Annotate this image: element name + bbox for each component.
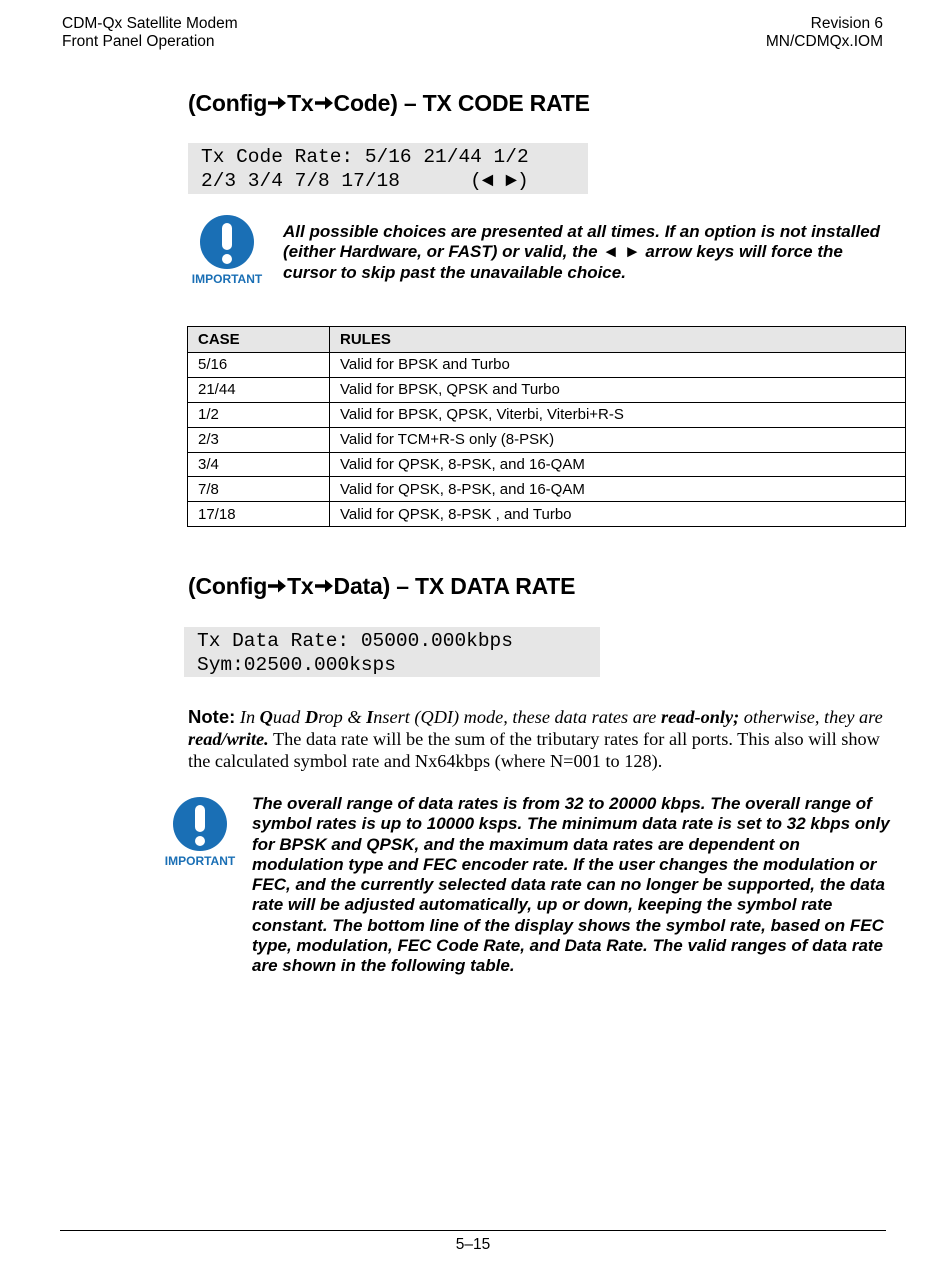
note-text: Q	[259, 707, 273, 727]
note-text: read-only;	[661, 707, 740, 727]
product-name: CDM-Qx Satellite Modem	[62, 15, 238, 32]
right-arrow-icon	[314, 578, 334, 594]
important-note-data-rate: The overall range of data rates is from 32 to 20000 kbps. The overall range of symbol rates is up to 10000 ksps. The minimum data rate is set to 32 kbps only for BPSK and QPSK, and the maximum data rates are dependent on modulation type and FEC encoder rate. If the user changes the modulation or FEC, and the currently selected data rate can no longer be supported, the data rate will be adjusted automatically, up or down, keeping the symbol rate constant. The bottom line of the display shows the symbol rate, based on FEC type, modulation, FEC Code Rate, and Data Rate. The valid ranges of data rate are shown in the following table.	[252, 794, 890, 976]
rule-cell: Valid for QPSK, 8-PSK , and Turbo	[330, 502, 906, 527]
table-row	[188, 452, 906, 477]
table-row	[188, 477, 906, 502]
revision-label: Revision 6	[810, 15, 883, 32]
title-part: Tx	[287, 90, 314, 116]
important-label: IMPORTANT	[191, 272, 263, 286]
case-cell: 2/3	[188, 427, 330, 452]
note-text: otherwise, they are	[739, 707, 883, 727]
right-arrow-icon	[314, 95, 334, 111]
important-icon	[163, 797, 239, 869]
note-text: D	[304, 707, 319, 727]
lcd-display-code-rate	[188, 143, 588, 194]
rule-cell: Valid for BPSK, QPSK and Turbo	[330, 377, 906, 402]
section-title-tx-data-rate	[188, 573, 575, 600]
page-number: 5–15	[455, 1236, 491, 1253]
table-row	[188, 353, 906, 378]
document-header-left	[62, 15, 238, 51]
rule-cell: Valid for BPSK, QPSK, Viterbi, Viterbi+R-S	[330, 402, 906, 427]
important-note-code-rate: All possible choices are presented at all times. If an option is not installed (either Hardware, or FAST) or valid, the ◄ ► arrow keys will force the cursor to skip past the unavailable choice.	[283, 222, 881, 282]
table-row	[188, 402, 906, 427]
lcd-line-1: Tx Data Rate: 05000.000kbps	[197, 630, 513, 652]
title-part: (Config	[188, 573, 268, 599]
lcd-line-2: Sym:02500.000ksps	[197, 654, 396, 676]
rule-cell: Valid for TCM+R-S only (8-PSK)	[330, 427, 906, 452]
important-icon	[190, 215, 266, 287]
important-label: IMPORTANT	[164, 854, 236, 868]
case-cell: 17/18	[188, 502, 330, 527]
qdi-note	[188, 706, 888, 772]
section-title-tx-code-rate	[188, 90, 590, 117]
case-cell: 21/44	[188, 377, 330, 402]
case-cell: 5/16	[188, 353, 330, 378]
right-arrow-icon	[267, 578, 287, 594]
rule-cell: Valid for QPSK, 8-PSK, and 16-QAM	[330, 477, 906, 502]
note-text: nsert (QDI) mode, these data rates are	[373, 707, 661, 727]
note-text: The data rate will be the sum of the tributary rates for all ports. This also will show the calculated symbol rate and Nx64kbps (where N=001 to 128).	[188, 729, 880, 771]
note-text: read/write.	[188, 729, 269, 749]
table-row	[188, 502, 906, 527]
title-part: (Config	[188, 90, 268, 116]
table-row	[188, 427, 906, 452]
title-part: Data) – TX DATA RATE	[333, 573, 576, 599]
right-arrow-icon	[267, 95, 287, 111]
chapter-name: Front Panel Operation	[62, 33, 215, 50]
case-cell: 7/8	[188, 477, 330, 502]
note-label: Note:	[188, 706, 236, 727]
column-header-rules: RULES	[330, 327, 906, 353]
lcd-line-2: 2/3 3/4 7/8 17/18 (◄ ►)	[201, 170, 529, 192]
case-cell: 1/2	[188, 402, 330, 427]
rule-cell: Valid for BPSK and Turbo	[330, 353, 906, 378]
title-part: Code) – TX CODE RATE	[333, 90, 590, 116]
table-header-row	[188, 327, 906, 353]
column-header-case: CASE	[188, 327, 330, 353]
note-text: I	[366, 707, 374, 727]
document-header-right	[766, 15, 883, 51]
lcd-display-data-rate	[184, 627, 600, 677]
lcd-line-1: Tx Code Rate: 5/16 21/44 1/2	[201, 146, 529, 168]
code-rate-rules-table	[187, 326, 906, 527]
table-row	[188, 377, 906, 402]
footer-divider	[60, 1230, 886, 1231]
case-cell: 3/4	[188, 452, 330, 477]
note-text: uad	[272, 707, 305, 727]
title-part: Tx	[287, 573, 314, 599]
note-text: rop &	[318, 707, 367, 727]
rule-cell: Valid for QPSK, 8-PSK, and 16-QAM	[330, 452, 906, 477]
document-id: MN/CDMQx.IOM	[765, 33, 883, 50]
note-text: In	[239, 707, 260, 727]
